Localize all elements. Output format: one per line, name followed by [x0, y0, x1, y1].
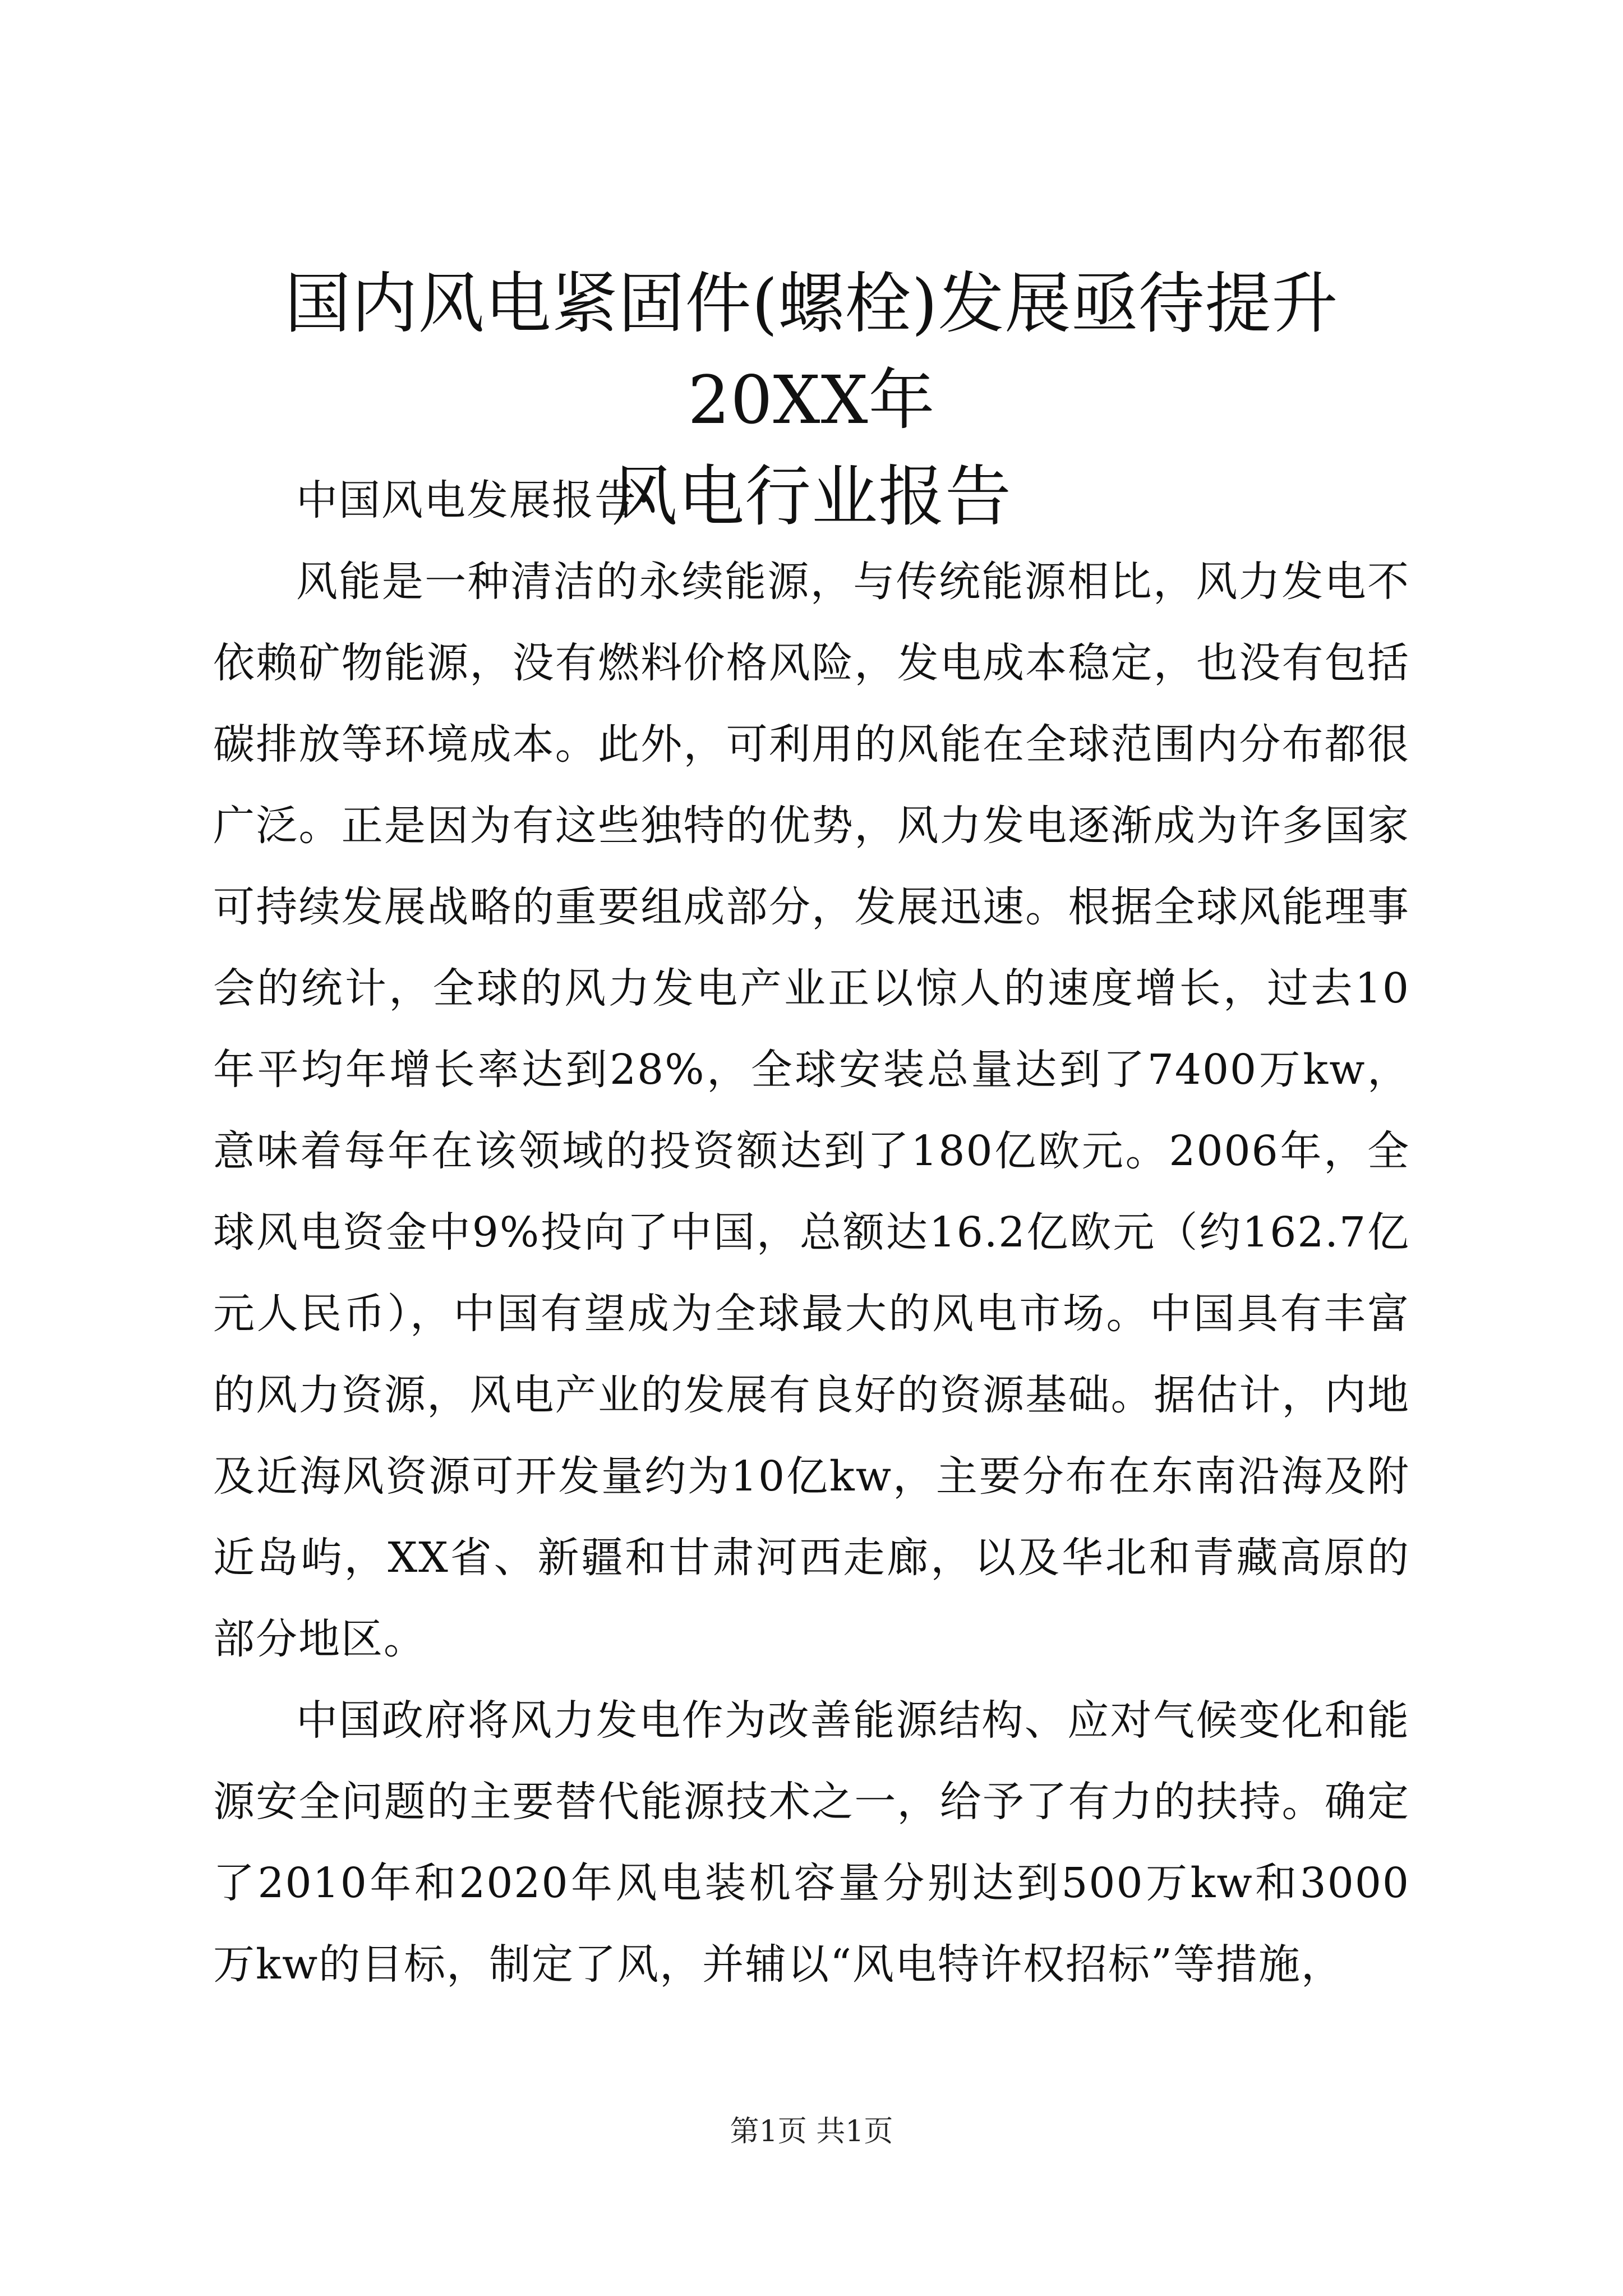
paragraph-subtitle: 中国风电发展报告·: [296, 476, 652, 524]
paragraph-government-policy: 中国政府将风力发电作为改善能源结构、应对气候变化和能源安全问题的主要替代能源技术之一，给予了有力的扶持。确定了2010年和2020年风电装机容量分别达到500万kw和3000万kw的目标，制定了风，并辅以“风电特许权招标”等措施，: [213, 1696, 1410, 1989]
title-line-2: 风电行业报告: [611, 458, 1012, 535]
document-body: [213, 460, 1410, 2005]
title-line-1: 国内风电紧固件(螺栓)发展亟待提升20XX年: [284, 265, 1339, 439]
paragraph-wind-energy-overview: 风能是一种清洁的永续能源，与传统能源相比，风力发电不依赖矿物能源，没有燃料价格风险，发电成本稳定，也没有包括碳排放等环境成本。此外，可利用的风能在全球范围内分布都很广泛。正是因为有这些独特的优势，风力发电逐渐成为许多国家可持续发展战略的重要组成部分，发展迅速。根据全球风能理事会的统计，全球的风力发电产业正以惊人的速度增长，过去10年平均年增长率达到28%，全球安装总量达到了7400万kw，意味着每年在该领域的投资额达到了180亿欧元。2006年，全球风电资金中9%投向了中国，总额达16.2亿欧元（约162.7亿元人民币），中国有望成为全球最大的风电市场。中国具有丰富的风力资源，风电产业的发展有良好的资源基础。据估计，内地及近海风资源可开发量约为10亿kw，主要分布在东南沿海及附近岛屿，XX省、新疆和甘肃河西走廊，以及华北和青藏高原的部分地区。: [213, 558, 1410, 1663]
page-footer: 第1页 共1页: [730, 2115, 893, 2148]
